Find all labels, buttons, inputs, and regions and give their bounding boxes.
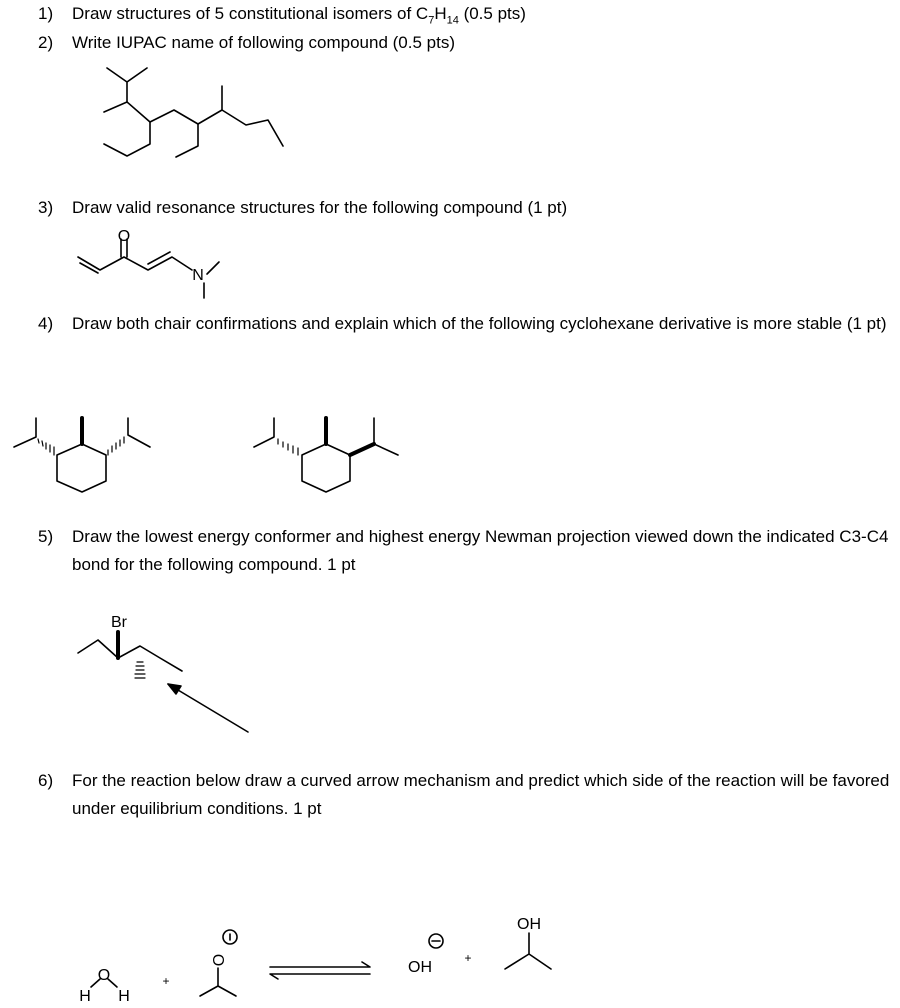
question-number: 6) xyxy=(38,771,54,790)
oxygen-label: O xyxy=(211,953,228,967)
question-number: 5) xyxy=(38,527,54,546)
bromine-label: Br xyxy=(111,614,127,631)
oxygen-label: O xyxy=(117,228,131,245)
question-text: Write IUPAC name of following compound (0.5 pts) xyxy=(72,33,455,52)
plus-sign: + xyxy=(162,974,170,988)
plus-sign: + xyxy=(464,951,472,965)
question-number: 4) xyxy=(38,314,54,333)
oxygen-label: O xyxy=(97,967,111,984)
q4-cyclohexane-right xyxy=(254,418,398,492)
question-text: Draw valid resonance structures for the following compound (1 pt) xyxy=(72,198,568,217)
hydrogen-label: H xyxy=(118,988,130,1005)
question-number: 1) xyxy=(38,4,54,23)
question-text: Draw both chair confirmations and explain which of the following cyclohexane derivative is more stable (1 pt) xyxy=(72,314,887,333)
question-text: Draw structures of 5 constitutional isomers of $C_7H_{14}$ (0.5 pts) xyxy=(72,4,526,27)
hydroxide-label: OH xyxy=(408,959,432,976)
nitrogen-label: N xyxy=(192,267,204,284)
hydrogen-label: H xyxy=(79,988,91,1005)
hashed-bond xyxy=(135,662,145,678)
q6-isopropanol xyxy=(505,933,551,969)
question-number: 2) xyxy=(38,33,54,52)
hashed-bond xyxy=(278,439,298,455)
question-text: Draw the lowest energy conformer and highest energy Newman projection viewed down the indicated C3-C4 bond for the following compound. 1 pt xyxy=(72,527,889,574)
bond-pointer-arrow xyxy=(168,684,248,732)
alcohol-label: OH xyxy=(517,916,541,933)
question-text: For the reaction below draw a curved arrow mechanism and predict which side of the reaction will be favored under equilibrium conditions. 1 pt xyxy=(72,771,890,818)
q6-hydroxide xyxy=(429,934,443,948)
q2-alkane-structure xyxy=(104,68,283,157)
question-number: 3) xyxy=(38,198,54,217)
q5-bromo-compound xyxy=(78,632,182,671)
q4-cyclohexane-left xyxy=(14,418,150,492)
equilibrium-arrows xyxy=(270,962,370,979)
